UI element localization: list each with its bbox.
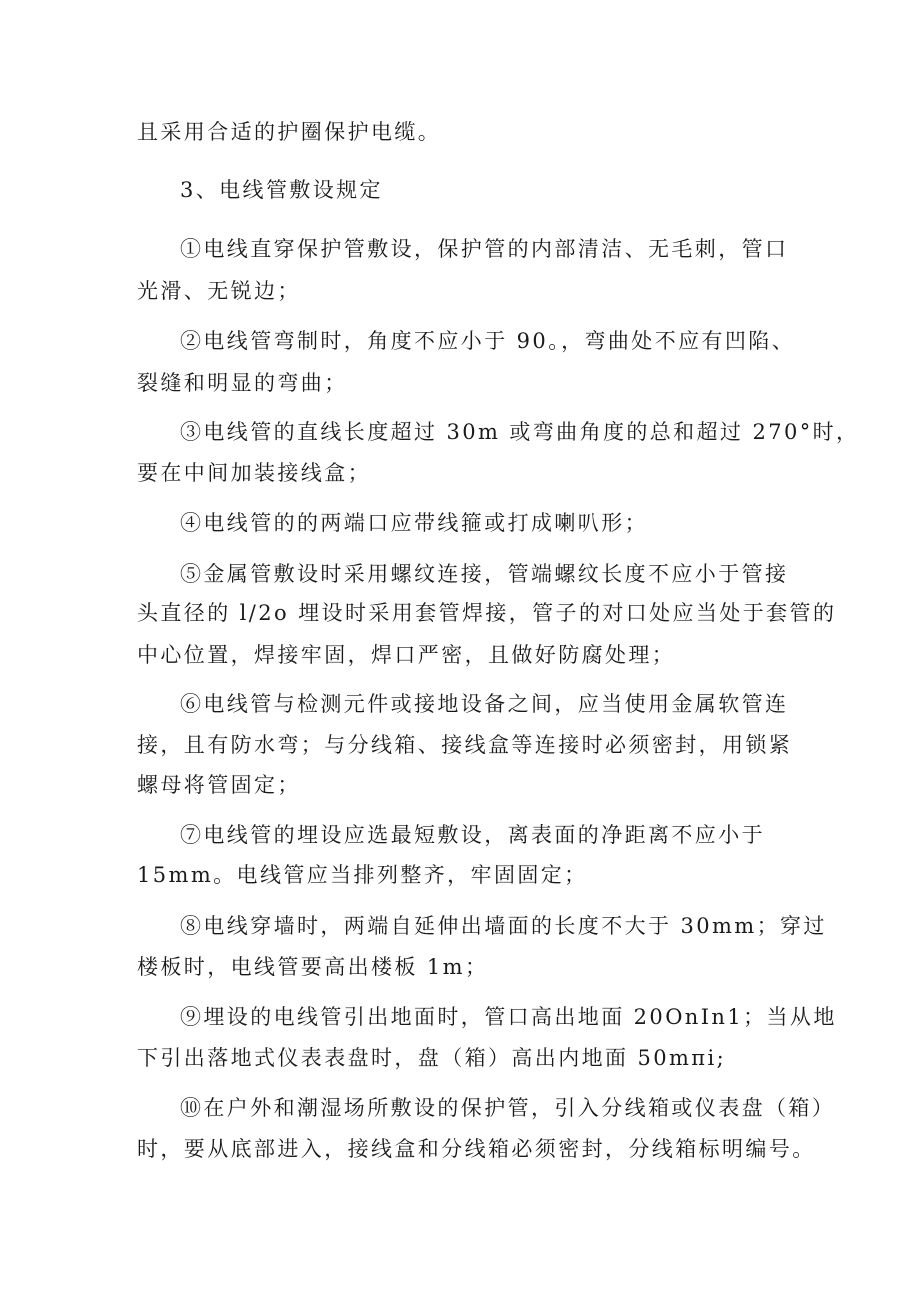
paragraph-line: 接，且有防水弯；与分线箱、接线盒等连接时必须密封，用锁紧	[137, 733, 793, 757]
paragraph-line: ⑥电线管与检测元件或接地设备之间，应当使用金属软管连	[180, 692, 789, 716]
paragraph-line: 下引出落地式仪表表盘时，盘（箱）高出内地面 50mπi;	[137, 1046, 727, 1070]
paragraph-line: 裂缝和明显的弯曲；	[137, 371, 348, 395]
paragraph-line: ④电线管的的两端口应带线箍或打成喇叭形；	[180, 511, 648, 535]
paragraph-line: ⑩在户外和潮湿场所敷设的保护管，引入分线箱或仪表盘（箱）	[180, 1096, 836, 1120]
paragraph-line: ⑨埋设的电线管引出地面时，管口高出地面 20OnIn1；当从地	[180, 1005, 837, 1029]
paragraph-line: 螺母将管固定；	[137, 773, 301, 797]
paragraph-line: 15mm。电线管应当排列整齐，牢固固定；	[137, 863, 588, 887]
paragraph-line: ⑦电线管的埋设应选最短敷设，离表面的净距离不应小于	[180, 823, 765, 847]
paragraph-line: 楼板时，电线管要高出楼板 1m；	[137, 955, 489, 979]
paragraph-line: 光滑、无锐边；	[137, 279, 301, 303]
paragraph-line: 要在中间加装接线盒；	[137, 461, 371, 485]
paragraph-line: 且采用合适的护圈保护电缆。	[137, 120, 442, 144]
paragraph-line: ⑧电线穿墙时，两端自延伸出墙面的长度不大于 30mm；穿过	[180, 914, 827, 938]
paragraph-line: 时，要从底部进入，接线盒和分线箱必须密封，分线箱标明编号。	[137, 1137, 816, 1161]
paragraph-line: ⑤金属管敷设时采用螺纹连接，管端螺纹长度不应小于管接	[180, 562, 789, 586]
paragraph-line: ②电线管弯制时，角度不应小于 90。，弯曲处不应有凹陷、	[180, 329, 796, 353]
paragraph-line: ③电线管的直线长度超过 30m 或弯曲角度的总和超过 270°时，	[180, 420, 860, 444]
paragraph-line: 头直径的 l/2o 埋设时采用套管焊接，管子的对口处应当处于套管的	[137, 601, 837, 625]
section-heading: 3、电线管敷设规定	[180, 178, 383, 202]
paragraph-line: ①电线直穿保护管敷设，保护管的内部清洁、无毛刺，管口	[180, 237, 789, 261]
paragraph-line: 中心位置，焊接牢固，焊口严密，且做好防腐处理；	[137, 643, 676, 667]
